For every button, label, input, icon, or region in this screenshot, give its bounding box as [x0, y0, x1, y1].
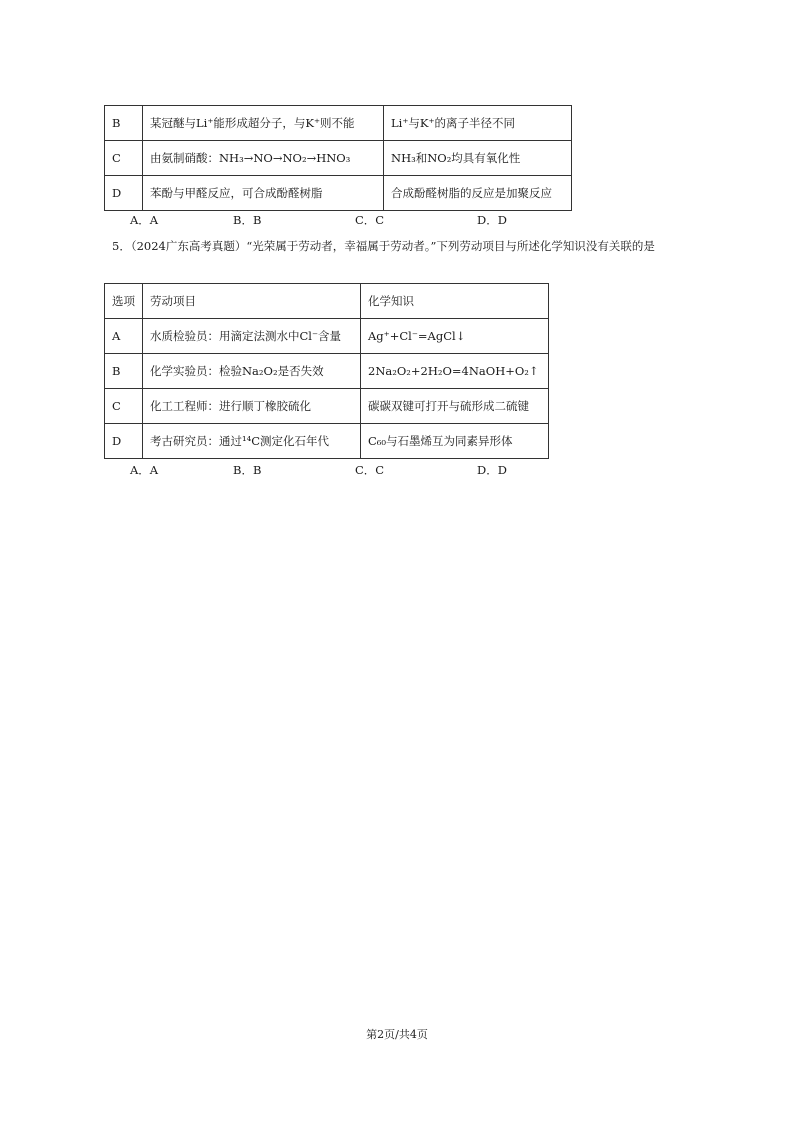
header-option: 选项 — [105, 284, 143, 319]
header-labor-project: 劳动项目 — [143, 284, 361, 319]
table-row — [105, 106, 572, 141]
option-b[interactable]: B．B — [233, 463, 262, 477]
option-cell: A — [105, 319, 143, 354]
table-row — [105, 176, 572, 211]
option-d[interactable]: D．D — [477, 463, 507, 477]
phenomenon-cell: 某冠醚与Li⁺能形成超分子，与K⁺则不能 — [143, 106, 384, 141]
explanation-cell: Li⁺与K⁺的离子半径不同 — [384, 106, 572, 141]
table-row — [105, 141, 572, 176]
knowledge-cell: 碳碳双键可打开与硫形成二硫键 — [361, 389, 549, 424]
option-a[interactable]: A．A — [130, 463, 159, 477]
explanation-cell: 合成酚醛树脂的反应是加聚反应 — [384, 176, 572, 211]
knowledge-cell: C₆₀与石墨烯互为同素异形体 — [361, 424, 549, 459]
question4-options — [130, 212, 580, 228]
project-cell: 化学实验员：检验Na₂O₂是否失效 — [143, 354, 361, 389]
table-row — [105, 354, 549, 389]
table-row — [105, 319, 549, 354]
phenomenon-cell: 苯酚与甲醛反应，可合成酚醛树脂 — [143, 176, 384, 211]
option-cell: C — [105, 389, 143, 424]
option-d[interactable]: D．D — [477, 213, 507, 227]
option-cell: C — [105, 141, 143, 176]
option-cell: D — [105, 424, 143, 459]
project-cell: 化工工程师：进行顺丁橡胶硫化 — [143, 389, 361, 424]
knowledge-cell: 2Na₂O₂+2H₂O=4NaOH+O₂↑ — [361, 354, 549, 389]
knowledge-cell: Ag⁺+Cl⁻=AgCl↓ — [361, 319, 549, 354]
table-row — [105, 424, 549, 459]
option-a[interactable]: A．A — [130, 213, 159, 227]
option-b[interactable]: B．B — [233, 213, 262, 227]
question5-options — [130, 462, 580, 478]
option-cell: B — [105, 354, 143, 389]
question5-stem: 5．（2024广东高考真题）“光荣属于劳动者，幸福属于劳动者。”下列劳动项目与所述化学知识没有关联的是 — [112, 239, 655, 253]
question5-table — [104, 283, 549, 459]
phenomenon-cell: 由氨制硝酸：NH₃→NO→NO₂→HNO₃ — [143, 141, 384, 176]
page-number: 第2页/共4页 — [366, 1028, 428, 1041]
table-row — [105, 389, 549, 424]
table-header-row — [105, 284, 549, 319]
project-cell: 水质检验员：用滴定法测水中Cl⁻含量 — [143, 319, 361, 354]
option-c[interactable]: C．C — [355, 213, 385, 227]
header-chem-knowledge: 化学知识 — [361, 284, 549, 319]
option-cell: B — [105, 106, 143, 141]
explanation-cell: NH₃和NO₂均具有氧化性 — [384, 141, 572, 176]
option-c[interactable]: C．C — [355, 463, 385, 477]
option-cell: D — [105, 176, 143, 211]
question4-table — [104, 105, 572, 211]
project-cell: 考古研究员：通过¹⁴C测定化石年代 — [143, 424, 361, 459]
